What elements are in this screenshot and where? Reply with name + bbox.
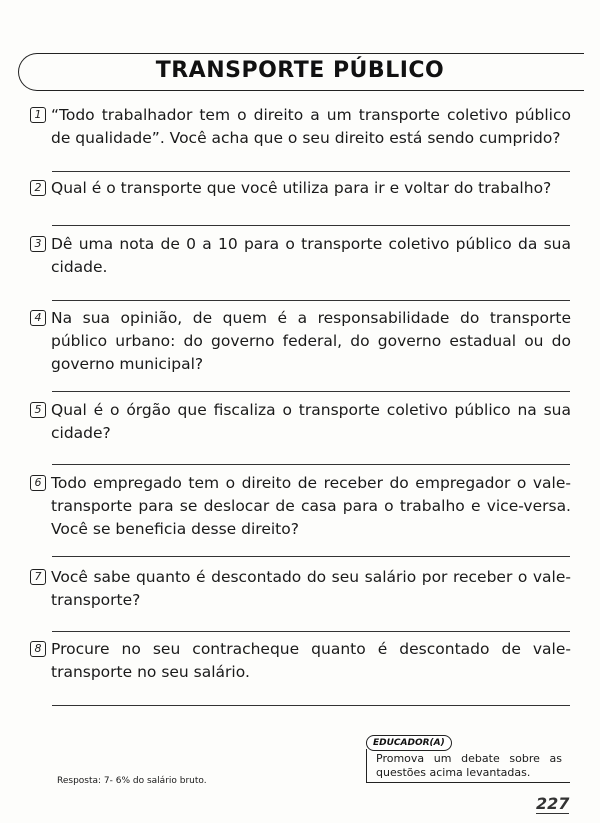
question-number-badge: 6 xyxy=(30,475,46,491)
question-number-badge: 5 xyxy=(30,402,46,418)
page-title: TRANSPORTE PÚBLICO xyxy=(155,58,445,83)
answer-line-7[interactable] xyxy=(52,631,570,632)
question-text: Dê uma nota de 0 a 10 para o transporte coletivo público da sua cidade. xyxy=(51,235,571,276)
question-text: Na sua opinião, de quem é a responsabilidade do transporte público urbano: do governo federal, do governo estadual ou do governo municipal? xyxy=(51,309,571,373)
answer-line-4[interactable] xyxy=(52,391,570,392)
educator-label: EDUCADOR(A) xyxy=(366,735,452,751)
question-number-badge: 3 xyxy=(30,236,46,252)
question-text: Você sabe quanto é descontado do seu salário por receber o vale-transporte? xyxy=(51,568,571,609)
question-text: Todo empregado tem o direito de receber do empregador o vale-transporte para se deslocar de casa para o trabalho e vice-versa. Você se beneficia desse direito? xyxy=(51,474,571,538)
answer-note: Resposta: 7- 6% do salário bruto. xyxy=(57,776,207,786)
answer-line-8[interactable] xyxy=(52,705,570,706)
question-number-badge: 4 xyxy=(30,310,46,326)
question-text: “Todo trabalhador tem o direito a um transporte coletivo público de qualidade”. Você acha que o seu direito está sendo cumprido? xyxy=(51,106,571,147)
answer-line-2[interactable] xyxy=(52,225,570,226)
question-text: Qual é o órgão que fiscaliza o transporte coletivo público na sua cidade? xyxy=(51,401,571,442)
question-number-badge: 7 xyxy=(30,569,46,585)
answer-line-5[interactable] xyxy=(52,464,570,465)
question-number-badge: 1 xyxy=(30,107,46,123)
educator-text: Promova um debate sobre as questões acima levantadas. xyxy=(376,752,562,779)
question-number-badge: 2 xyxy=(30,180,46,196)
answer-line-6[interactable] xyxy=(52,556,570,557)
answer-line-3[interactable] xyxy=(52,300,570,301)
question-text: Qual é o transporte que você utiliza para ir e voltar do trabalho? xyxy=(51,179,552,197)
question-number-badge: 8 xyxy=(30,641,46,657)
answer-line-1[interactable] xyxy=(52,171,570,172)
page-number: 227 xyxy=(536,794,570,813)
question-text: Procure no seu contracheque quanto é descontado de vale-transporte no seu salário. xyxy=(51,640,571,681)
